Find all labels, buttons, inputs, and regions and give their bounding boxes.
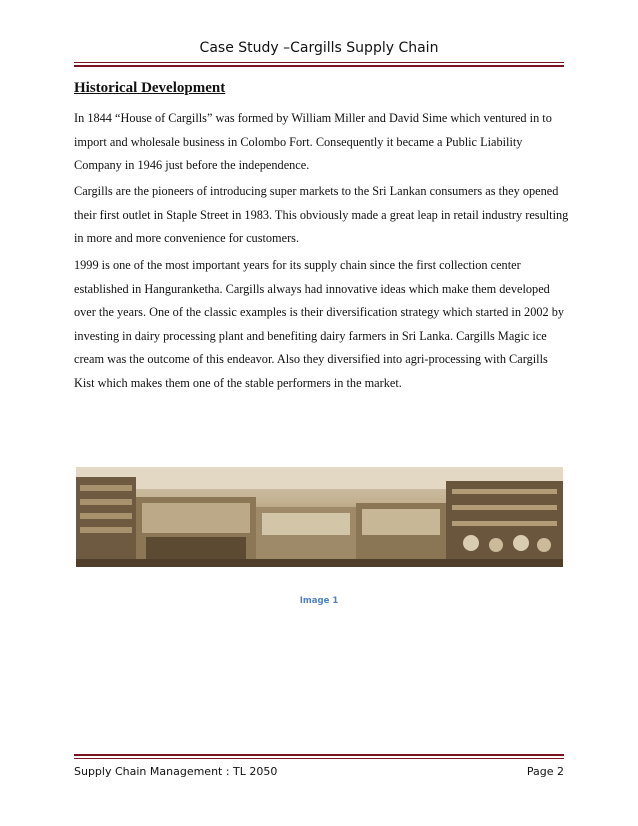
footer-page-number: Page 2 (526, 765, 564, 778)
footer-rule (74, 758, 564, 759)
page-header-title: Case Study –Cargills Supply Chain (199, 40, 439, 56)
paragraph-history: In 1844 “House of Cargills” was formed by William Miller and David Sime which ventured in to import and wholesale business in Colombo Fort. Consequently it became a Public Liability Company in 1946 just before the independence. (74, 111, 552, 172)
footer-course: Supply Chain Management : TL 2050 (74, 765, 278, 778)
historical-store-photo (76, 467, 563, 567)
footer-rule-thick (74, 754, 564, 756)
store-interior-illustration (76, 467, 563, 567)
header-rule (74, 62, 564, 63)
header-rule-thick (74, 65, 564, 67)
paragraph-supermarkets: Cargills are the pioneers of introducing super markets to the Sri Lankan consumers as they opened their first outlet in Staple Street in 1983. This obviously made a great leap in retail industry resulting in more and more convenience for customers. (74, 184, 569, 245)
paragraph-supply-chain: 1999 is one of the most important years for its supply chain since the first collection center established in Hanguranketha. Cargills always had innovative ideas which make them developed over the years. One of the classic examples is their diversification strategy which started in 2002 by investing in dairy processing plant and benefiting dairy farmers in Sri Lanka. Cargills Magic ice cream was the outcome of this endeavor. Also they diversified into agri-processing with Cargills Kist which makes them one of the stable performers in the market. (74, 258, 565, 390)
figure-caption: Image 1 (299, 596, 339, 606)
section-heading: Historical Development (74, 80, 226, 96)
